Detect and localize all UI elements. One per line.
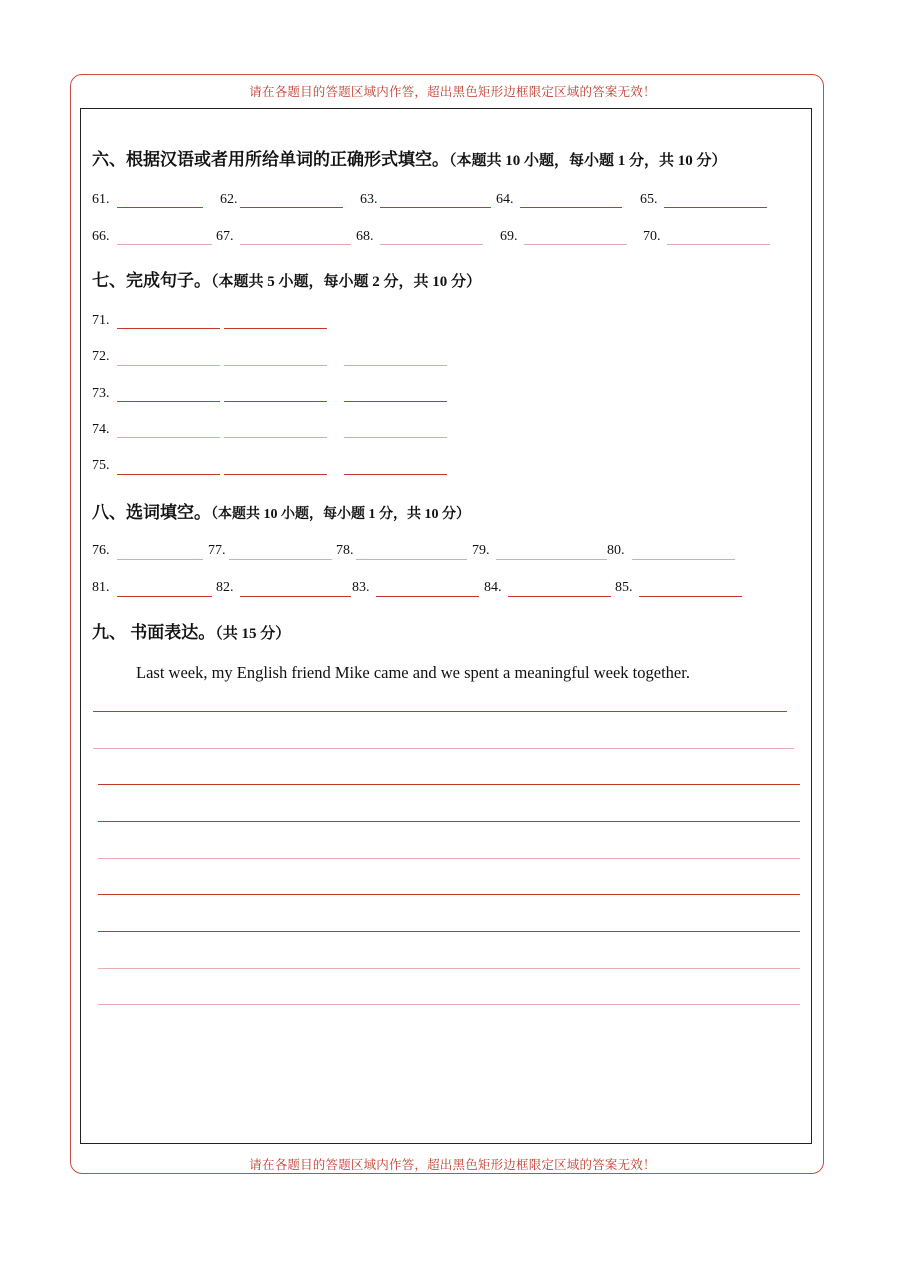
q81-number: 81. [92,580,110,595]
writing-line[interactable] [98,931,800,932]
q82-blank[interactable] [240,596,351,597]
bottom-notice: 请在各题目的答题区域内作答，超出黑色矩形边框限定区域的答案无效！ [249,1158,656,1172]
q73-blank-2[interactable] [224,401,327,402]
q73-number: 73. [92,386,110,401]
q84-blank[interactable] [508,596,611,597]
section-6-title: 六、根据汉语或者用所给单词的正确形式填空。 [92,150,449,169]
q80-blank[interactable] [632,559,735,560]
q72-blank-3[interactable] [344,365,447,366]
writing-line[interactable] [98,1004,800,1005]
q79-number: 79. [472,543,490,558]
section-9-heading [92,618,290,643]
q81-blank[interactable] [117,596,212,597]
q77-number: 77. [208,543,226,558]
q85-blank[interactable] [639,596,742,597]
section-9-title: 九、 书面表达。 [92,623,216,642]
q73-blank-3[interactable] [344,401,447,402]
q69-blank[interactable] [524,244,627,245]
q72-blank-1[interactable] [117,365,220,366]
writing-line[interactable] [98,894,800,895]
writing-line[interactable] [98,968,800,969]
q76-blank[interactable] [117,559,203,560]
q63-number: 63. [360,192,378,207]
essay-opening-sentence: Last week, my English friend Mike came and we spent a meaningful week together. [136,663,690,682]
section-7-scoring: （本题共 5 小题，每小题 2 分，共 10 分） [211,274,482,290]
q70-number: 70. [643,229,661,244]
q78-number: 78. [336,543,354,558]
top-notice: 请在各题目的答题区域内作答，超出黑色矩形边框限定区域的答案无效！ [249,85,656,99]
section-7-heading [92,266,481,291]
q75-number: 75. [92,458,110,473]
q71-number: 71. [92,313,110,328]
section-8-heading [92,498,470,523]
q61-number: 61. [92,192,110,207]
q68-blank[interactable] [380,244,483,245]
q72-number: 72. [92,349,110,364]
q75-blank-3[interactable] [344,474,447,475]
q67-blank[interactable] [240,244,351,245]
q65-number: 65. [640,192,658,207]
q76-number: 76. [92,543,110,558]
q73-blank-1[interactable] [117,401,220,402]
q69-number: 69. [500,229,518,244]
section-8-title: 八、选词填空。 [92,503,211,522]
q83-number: 83. [352,580,370,595]
writing-line[interactable] [98,821,800,822]
q61-blank[interactable] [117,207,203,208]
q74-number: 74. [92,422,110,437]
q74-blank-3[interactable] [344,437,447,438]
q79-blank[interactable] [496,559,607,560]
q78-blank[interactable] [356,559,467,560]
q77-blank[interactable] [229,559,332,560]
writing-line[interactable] [98,784,800,785]
q85-number: 85. [615,580,633,595]
q71-blank-2[interactable] [224,328,327,329]
q62-number: 62. [220,192,238,207]
q72-blank-2[interactable] [224,365,327,366]
section-7-title: 七、完成句子。 [92,271,211,290]
writing-line[interactable] [98,858,800,859]
section-8-scoring: （本题共 10 小题，每小题 1 分，共 10 分） [211,507,470,522]
q68-number: 68. [356,229,374,244]
section-6-scoring: （本题共 10 小题，每小题 1 分，共 10 分） [449,153,727,169]
writing-line[interactable] [93,748,794,749]
section-9-scoring: （共 15 分） [215,626,291,642]
q71-blank-1[interactable] [117,328,220,329]
q62-blank[interactable] [240,207,343,208]
q66-number: 66. [92,229,110,244]
q66-blank[interactable] [117,244,212,245]
writing-line[interactable] [93,711,787,712]
q83-blank[interactable] [376,596,479,597]
q84-number: 84. [484,580,502,595]
section-6-heading [92,145,727,170]
q74-blank-1[interactable] [117,437,220,438]
q75-blank-2[interactable] [224,474,327,475]
q80-number: 80. [607,543,625,558]
q82-number: 82. [216,580,234,595]
q75-blank-1[interactable] [117,474,220,475]
q64-blank[interactable] [520,207,622,208]
q63-blank[interactable] [380,207,491,208]
q67-number: 67. [216,229,234,244]
q70-blank[interactable] [667,244,770,245]
q74-blank-2[interactable] [224,437,327,438]
q65-blank[interactable] [664,207,767,208]
q64-number: 64. [496,192,514,207]
